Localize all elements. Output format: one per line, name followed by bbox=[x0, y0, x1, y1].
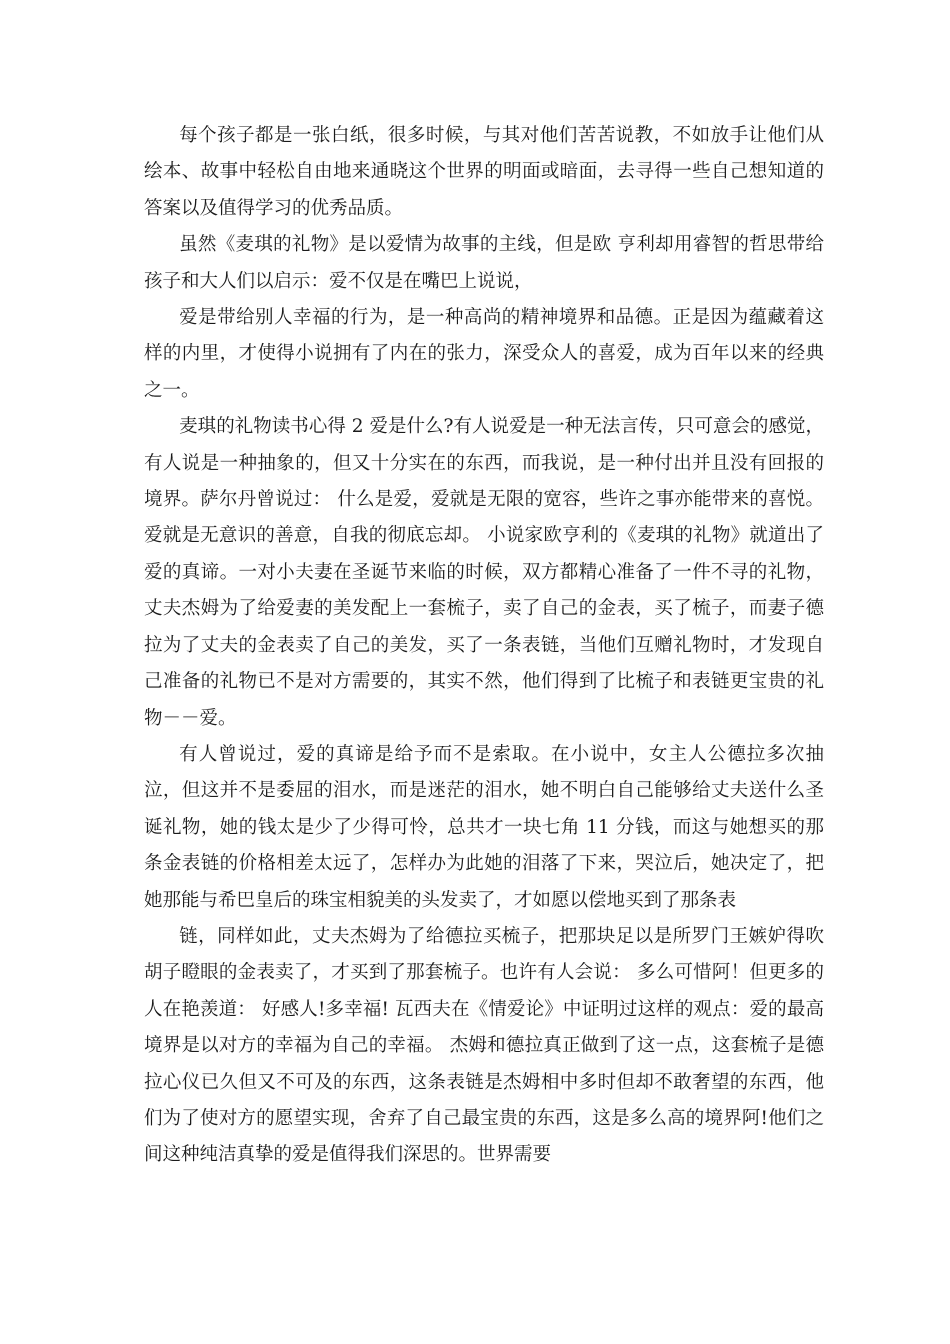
paragraph-giving-not-taking: 有人曾说过，爱的真谛是给予而不是索取。在小说中，女主人公德拉多次抽泣，但这并不是委屈的泪水，而是迷茫的泪水，她不明白自己能够给丈夫送什么圣诞礼物，她的钱太是少了少得可怜，总共才一块七角 11 分钱，而这与她想买的那条金表链的价格相差太远了，怎样办为此她的泪落了下来，哭泣后，她决定了，把她那能与希巴皇后的珠宝相貌美的头发卖了，才如愿以偿地买到了那条表 bbox=[144, 743, 824, 911]
document-body bbox=[144, 118, 824, 1174]
paragraph-reading-notes-2: 麦琪的礼物读书心得 2 爱是什么?有人说爱是一种无法言传，只可意会的感觉，有人说是一种抽象的，但又十分实在的东西，而我说，是一种付出并且没有回报的境界。萨尔丹曾说过： 什么是爱，爱就是无限的宽容，些许之事亦能带来的喜悦。爱就是无意识的善意，自我的彻底忘却。 小说家欧亨利的《麦琪的礼物》就道出了爱的真谛。一对小夫妻在圣诞节来临的时候，双方都精心准备了一件不寻的礼物，丈夫杰姆为了给爱妻的美发配上一套梳子，卖了自己的金表，买了梳子，而妻子德拉为了丈夫的金表卖了自己的美发，买了一条表链，当他们互赠礼物时，才发现自己准备的礼物已不是对方需要的，其实不然，他们得到了比梳子和表链更宝贵的礼物－－爱。 bbox=[144, 416, 824, 729]
paragraph-love-as-behavior: 爱是带给别人幸福的行为，是一种高尚的精神境界和品德。正是因为蕴藏着这样的内里，才使得小说拥有了内在的张力，深受众人的喜爱，成为百年以来的经典之一。 bbox=[144, 307, 824, 401]
paragraph-watch-chain: 链，同样如此，丈夫杰姆为了给德拉买梳子，把那块足以是所罗门王嫉妒得吹胡子瞪眼的金表卖了，才买到了那套梳子。也许有人会说： 多么可惜阿！但更多的人在艳羡道： 好感人!多幸福! 瓦西夫在《情爱论》中证明过这样的观点：爱的最高境界是以对方的幸福为自己的幸福。 杰姆和德拉真正做到了这一点，这套梳子是德拉心仪已久但又不可及的东西，这条表链是杰姆相中多时但却不敢奢望的东西，他们为了使对方的愿望实现，舍弃了自己最宝贵的东西，这是多么高的境界阿!他们之间这种纯洁真挚的爱是值得我们深思的。世界需要 bbox=[144, 925, 824, 1166]
paragraph-gift-of-magi-theme: 虽然《麦琪的礼物》是以爱情为故事的主线，但是欧 亨利却用睿智的哲思带给孩子和大人们以启示：爱不仅是在嘴巴上说说， bbox=[144, 234, 824, 292]
paragraph-children-as-white-paper: 每个孩子都是一张白纸，很多时候，与其对他们苦苦说教，不如放手让他们从绘本、故事中轻松自由地来通晓这个世界的明面或暗面，去寻得一些自己想知道的答案以及值得学习的优秀品质。 bbox=[144, 125, 824, 219]
